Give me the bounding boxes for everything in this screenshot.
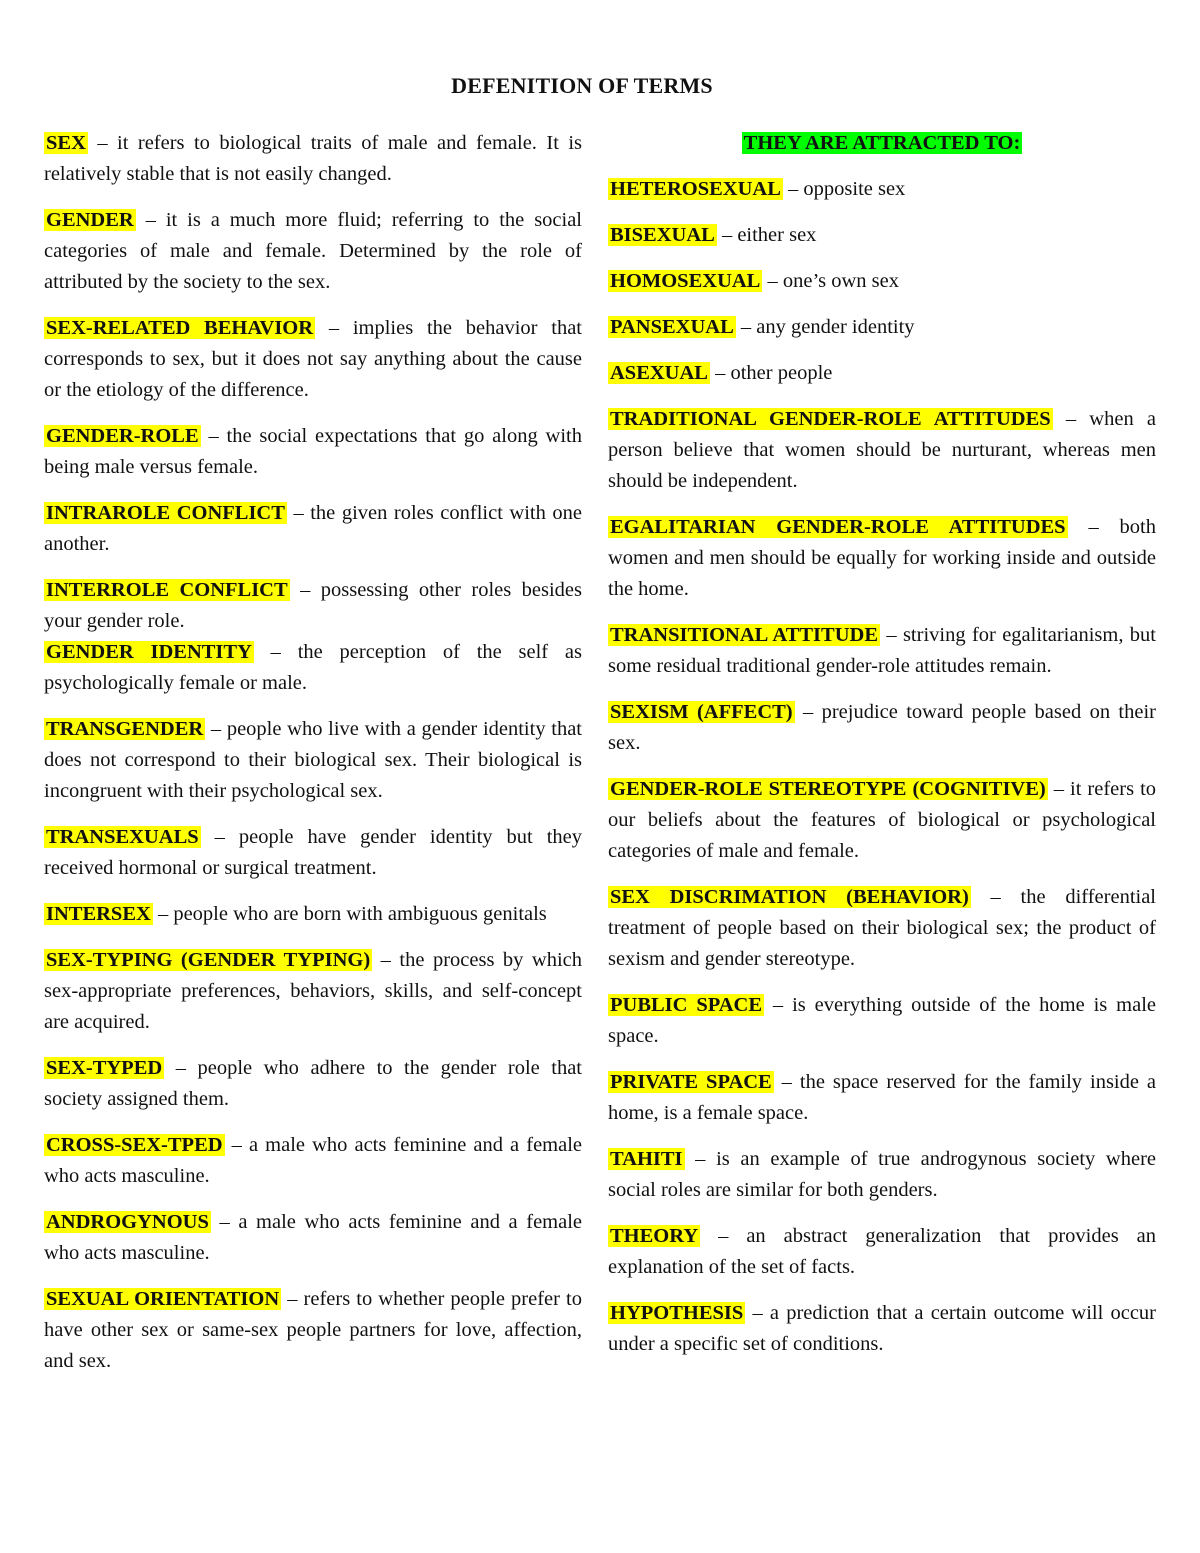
term: SEX DISCRIMATION (BEHAVIOR) (610, 886, 969, 908)
separator: – (87, 132, 118, 154)
left-column (44, 128, 582, 1392)
definition-entry (44, 421, 582, 483)
definition: one’s own sex (782, 270, 900, 292)
definition-entry (608, 512, 1156, 605)
attraction-heading (608, 128, 1156, 159)
separator: – (762, 270, 783, 292)
term: GENDER-ROLE STEREOTYPE (COGNITIVE) (610, 778, 1046, 800)
definition: an abstract generalization that provides an explanation of the set of facts. (608, 1225, 1156, 1278)
term: HOMOSEXUAL (610, 270, 761, 292)
separator: – (970, 886, 1021, 908)
definition: other people (730, 362, 833, 384)
separator: – (135, 209, 166, 231)
definition: the perception of the self as psychologically female or male. (44, 641, 582, 694)
separator: – (1052, 408, 1090, 430)
definition: a male who acts feminine and a female who acts masculine. (44, 1211, 583, 1264)
definition-entry (44, 1284, 582, 1377)
definition: any gender identity (756, 316, 915, 338)
separator: – (372, 949, 400, 971)
separator: – (200, 425, 227, 447)
definition-entry (44, 1207, 582, 1269)
definition: refers to whether people prefer to have other sex or same-sex people partners for love, affection, and sex. (44, 1288, 582, 1372)
term: GENDER-ROLE (46, 425, 199, 447)
definition: people who live with a gender identity that does not correspond to their biological sex. Their biological is incongruent with their psychological sex. (44, 718, 582, 802)
term: TRADITIONAL GENDER-ROLE ATTITUDES (610, 408, 1051, 430)
term: CROSS-SEX-TPED (46, 1134, 223, 1156)
term: EGALITARIAN GENDER-ROLE ATTITUDES (610, 516, 1066, 538)
definition: possessing other roles besides your gender role. (44, 579, 582, 632)
separator: – (773, 1071, 800, 1093)
separator: – (709, 362, 731, 384)
separator: – (764, 994, 793, 1016)
term: INTRAROLE CONFLICT (46, 502, 285, 524)
definition-entry (608, 620, 1156, 682)
definition-entry (44, 637, 582, 699)
term: TRANSGENDER (46, 718, 204, 740)
separator: – (745, 1302, 770, 1324)
definition: the space reserved for the family inside a home, is a female space. (608, 1071, 1157, 1124)
term: HYPOTHESIS (610, 1302, 744, 1324)
separator: – (1047, 778, 1071, 800)
definition-entry (44, 128, 582, 190)
definition: the differential treatment of people based on their biological sex; the product of sexism and gender stereotype. (608, 886, 1157, 970)
separator: – (880, 624, 903, 646)
definition: a prediction that a certain outcome will occur under a specific set of conditions. (608, 1302, 1157, 1355)
separator: – (224, 1134, 249, 1156)
definition-entry (608, 266, 1156, 297)
separator: – (700, 1225, 747, 1247)
term: PRIVATE SPACE (610, 1071, 772, 1093)
definition-entry (44, 899, 582, 930)
definition-entry (608, 774, 1156, 867)
definition-entry (608, 1067, 1156, 1129)
definition: is everything outside of the home is male space. (608, 994, 1157, 1047)
term: SEXUAL ORIENTATION (46, 1288, 280, 1310)
term: THEORY (610, 1225, 699, 1247)
term: SEX-TYPING (GENDER TYPING) (46, 949, 371, 971)
definition: people who are born with ambiguous genitals (173, 903, 547, 925)
definition: people have gender identity but they received hormonal or surgical treatment. (44, 826, 582, 879)
separator: – (253, 641, 298, 663)
separator: – (210, 1211, 239, 1233)
term: HETEROSEXUAL (610, 178, 781, 200)
definition: is an example of true androgynous society where social roles are similar for both genders. (608, 1148, 1156, 1201)
definition-entry (44, 313, 582, 406)
term: SEX (46, 132, 86, 154)
term: GENDER IDENTITY (46, 641, 252, 663)
definition-entry (608, 697, 1156, 759)
term: ASEXUAL (610, 362, 708, 384)
definition: prejudice toward people based on their sex. (608, 701, 1157, 754)
separator: – (152, 903, 174, 925)
term: BISEXUAL (610, 224, 715, 246)
definition: implies the behavior that corresponds to sex, but it does not say anything about the cause or the etiology of the difference. (44, 317, 582, 401)
definition-entry (608, 1298, 1156, 1360)
separator: – (164, 1057, 198, 1079)
definition-entry (608, 1144, 1156, 1206)
definition: when a person believe that women should be nurturant, whereas men should be independent. (608, 408, 1156, 492)
definition-entry (608, 990, 1156, 1052)
term: SEX-RELATED BEHAVIOR (46, 317, 314, 339)
separator: – (735, 316, 757, 338)
separator: – (200, 826, 239, 848)
term: PUBLIC SPACE (610, 994, 763, 1016)
term: TRANSEXUALS (46, 826, 199, 848)
definition: people who adhere to the gender role that society assigned them. (44, 1057, 583, 1110)
definition-entry (608, 882, 1156, 975)
definition: both women and men should be equally for working inside and outside the home. (608, 516, 1156, 600)
separator: – (794, 701, 822, 723)
attraction-heading-text: THEY ARE ATTRACTED TO: (743, 132, 1021, 154)
definition-entry (44, 945, 582, 1038)
definition-entry (44, 822, 582, 884)
term: PANSEXUAL (610, 316, 734, 338)
separator: – (289, 579, 321, 601)
term: SEX-TYPED (46, 1057, 163, 1079)
separator: – (286, 502, 311, 524)
separator: – (1067, 516, 1120, 538)
separator: – (281, 1288, 304, 1310)
term: ANDROGYNOUS (46, 1211, 209, 1233)
definition-entry (44, 1130, 582, 1192)
definition: a male who acts feminine and a female who acts masculine. (44, 1134, 583, 1187)
definition-entry (608, 220, 1156, 251)
term: TRANSITIONAL ATTITUDE (610, 624, 878, 646)
definition-entry (44, 1053, 582, 1115)
page-title: DEFENITION OF TERMS (451, 73, 713, 98)
separator: – (684, 1148, 717, 1170)
separator: – (716, 224, 738, 246)
term: INTERROLE CONFLICT (46, 579, 288, 601)
definition: the process by which sex-appropriate preferences, behaviors, skills, and self-concept are acquired. (44, 949, 583, 1033)
definition-entry (608, 404, 1156, 497)
definition: opposite sex (803, 178, 906, 200)
definition: the social expectations that go along with being male versus female. (44, 425, 582, 478)
separator: – (315, 317, 353, 339)
definition-entry (44, 575, 582, 637)
definition: either sex (737, 224, 817, 246)
separator: – (782, 178, 804, 200)
term: TAHITI (610, 1148, 683, 1170)
term: INTERSEX (46, 903, 151, 925)
definition: striving for egalitarianism, but some residual traditional gender-role attitudes remain. (608, 624, 1156, 677)
definition-entry (608, 358, 1156, 389)
definition-entry (608, 312, 1156, 343)
definition: it is a much more fluid; referring to the social categories of male and female. Determined by the role of attributed by the society to the sex. (44, 209, 583, 293)
separator: – (205, 718, 227, 740)
definition-entry (608, 174, 1156, 205)
definition-entry (44, 205, 582, 298)
definition: it refers to biological traits of male and female. It is relatively stable that is not easily changed. (44, 132, 583, 185)
definition-entry (44, 498, 582, 560)
definition-entry (608, 1221, 1156, 1283)
right-column (608, 128, 1156, 1375)
definition: it refers to our beliefs about the features of biological or psychological categories of male and female. (608, 778, 1157, 862)
term: SEXISM (AFFECT) (610, 701, 793, 723)
definition-entry (44, 714, 582, 807)
definition: the given roles conflict with one another. (44, 502, 583, 555)
term: GENDER (46, 209, 134, 231)
